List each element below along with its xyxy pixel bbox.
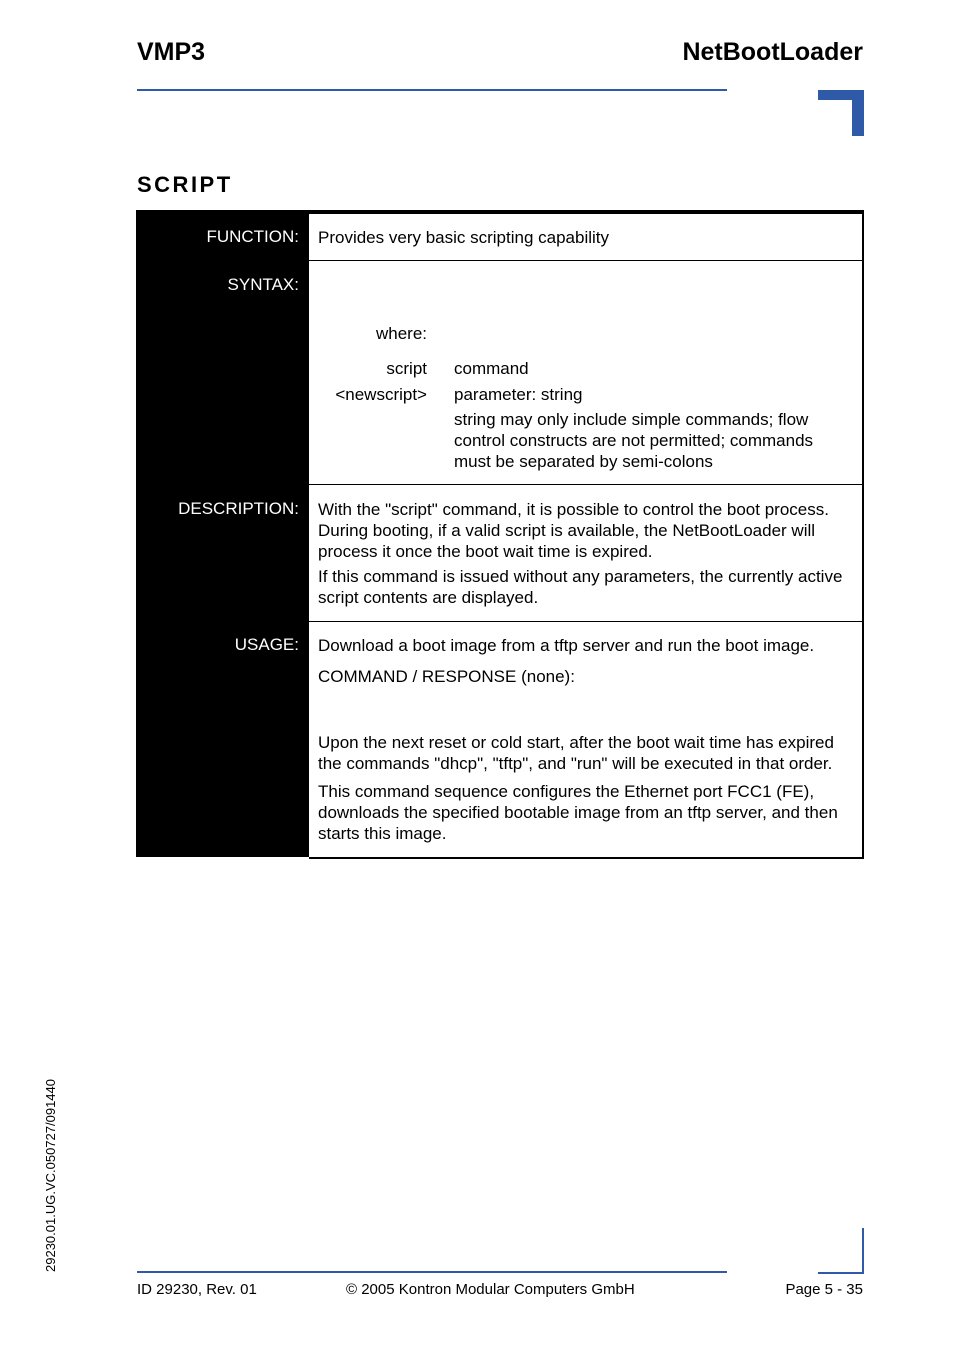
usage-paragraph: Download a boot image from a tftp server and run the boot image. bbox=[318, 636, 815, 655]
footer-rule bbox=[137, 1271, 727, 1273]
header-rule bbox=[137, 89, 727, 91]
syntax-label: SYNTAX: bbox=[227, 275, 299, 294]
usage-paragraph: Upon the next reset or cold start, after the boot wait time has expired the commands "dhcp", "tftp", and "run" will be executed in that order. bbox=[318, 733, 834, 773]
syntax-where: where: bbox=[375, 324, 427, 343]
label-column bbox=[136, 210, 309, 857]
param-desc: command bbox=[454, 359, 529, 378]
header-corner-mark-vertical bbox=[852, 90, 864, 136]
row-divider bbox=[309, 621, 864, 622]
usage-paragraph: This command sequence configures the Ethernet port FCC1 (FE), downloads the specified bootable image from an tftp server, and then starts this image. bbox=[318, 782, 838, 843]
function-label: FUNCTION: bbox=[206, 227, 299, 246]
description-paragraph: If this command is issued without any parameters, the currently active script contents are displayed. bbox=[318, 567, 843, 607]
footer-corner-mark bbox=[862, 1228, 864, 1274]
footer-page-number: Page 5 - 35 bbox=[785, 1281, 863, 1298]
param-note: string may only include simple commands; flow control constructs are not permitted; commands must be separated by semi-colons bbox=[454, 410, 814, 471]
doc-product-title: VMP3 bbox=[137, 38, 206, 66]
row-divider bbox=[309, 484, 864, 485]
row-divider bbox=[309, 260, 864, 261]
param-desc: parameter: string bbox=[454, 385, 583, 404]
footer-corner-mark-horizontal bbox=[818, 1272, 864, 1274]
command-table bbox=[136, 210, 864, 857]
description-paragraph: With the "script" command, it is possible to control the boot process. During booting, if a valid script is available, the NetBootLoader will process it once the boot wait time is expired. bbox=[318, 500, 829, 561]
doc-chapter-title: NetBootLoader bbox=[682, 38, 863, 66]
description-label: DESCRIPTION: bbox=[178, 499, 299, 518]
footer-copyright: © 2005 Kontron Modular Computers GmbH bbox=[346, 1281, 635, 1298]
function-text: Provides very basic scripting capability bbox=[318, 228, 610, 247]
param-name: <newscript> bbox=[335, 385, 427, 404]
side-document-id: 29230.01.UG.VC.050727/091440 bbox=[43, 1079, 58, 1272]
usage-label: USAGE: bbox=[234, 635, 299, 654]
param-name: script bbox=[386, 359, 427, 378]
usage-paragraph: COMMAND / RESPONSE (none): bbox=[318, 667, 575, 686]
section-title: SCRIPT bbox=[137, 172, 233, 197]
footer-doc-id: ID 29230, Rev. 01 bbox=[137, 1281, 257, 1298]
